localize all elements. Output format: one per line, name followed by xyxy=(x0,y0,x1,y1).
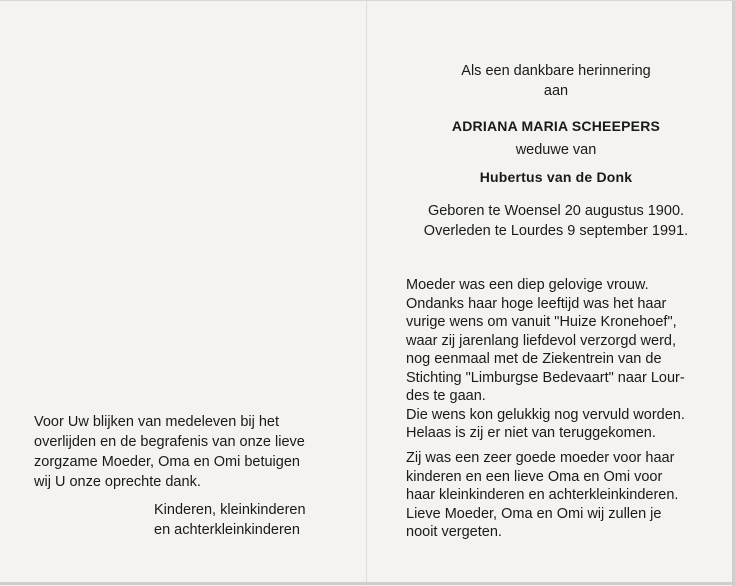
life-line: nog eenmaal met de Ziekentrein van de xyxy=(406,351,662,367)
signature-line: en achterkleinkinderen xyxy=(154,522,300,538)
memorial-header xyxy=(406,61,706,241)
life-line: Ondanks haar hoge leeftijd was het haar xyxy=(406,295,667,312)
life-line: vurige wens om vanuit "Huize Kronehoef", xyxy=(406,314,677,330)
life-paragraph xyxy=(406,276,702,443)
tribute-line: nooit vergeten. xyxy=(406,524,502,540)
thanks-panel xyxy=(34,412,334,540)
tribute-paragraph xyxy=(406,449,702,542)
husband-name: Hubertus van de Donk xyxy=(479,169,633,185)
intro-line-aan: aan xyxy=(543,83,569,99)
deceased-name: ADRIANA MARIA SCHEEPERS xyxy=(451,118,661,134)
life-line: Die wens kon gelukkig nog vervuld worden. xyxy=(406,406,685,423)
thanks-line: zorgzame Moeder, Oma en Omi betuigen xyxy=(34,454,300,470)
thanks-line: wij U onze oprechte dank. xyxy=(34,474,201,490)
life-line: des te gaan. xyxy=(406,388,486,404)
tribute-line: haar kleinkinderen en achterkleinkinderen. xyxy=(406,487,679,503)
signature xyxy=(154,500,334,540)
life-line: Stichting "Limburgse Bedevaart" naar Lour- xyxy=(406,369,685,386)
intro-line: Als een dankbare herinnering xyxy=(461,63,651,79)
life-line: Moeder was een diep gelovige vrouw. xyxy=(406,277,649,293)
widow-of-label: weduwe van xyxy=(515,142,597,158)
tribute-line: Zij was een zeer goede moeder voor haar xyxy=(406,450,675,466)
card-fold-line xyxy=(366,1,367,586)
tribute-line: kinderen en een lieve Oma en Omi voor xyxy=(406,468,663,485)
tribute-line: Lieve Moeder, Oma en Omi wij zullen je xyxy=(406,505,662,522)
thanks-paragraph xyxy=(34,412,334,492)
signature-line: Kinderen, kleinkinderen xyxy=(154,502,306,518)
life-line: waar zij jarenlang liefdevol verzorgd werd, xyxy=(406,332,676,349)
death-line: Overleden te Lourdes 9 september 1991. xyxy=(423,223,689,239)
thanks-line: overlijden en de begrafenis van onze lieve xyxy=(34,434,305,450)
thanks-line: Voor Uw blijken van medeleven bij het xyxy=(34,414,280,430)
life-line: Helaas is zij er niet van teruggekomen. xyxy=(406,425,656,441)
birth-line: Geboren te Woensel 20 augustus 1900. xyxy=(427,203,685,219)
